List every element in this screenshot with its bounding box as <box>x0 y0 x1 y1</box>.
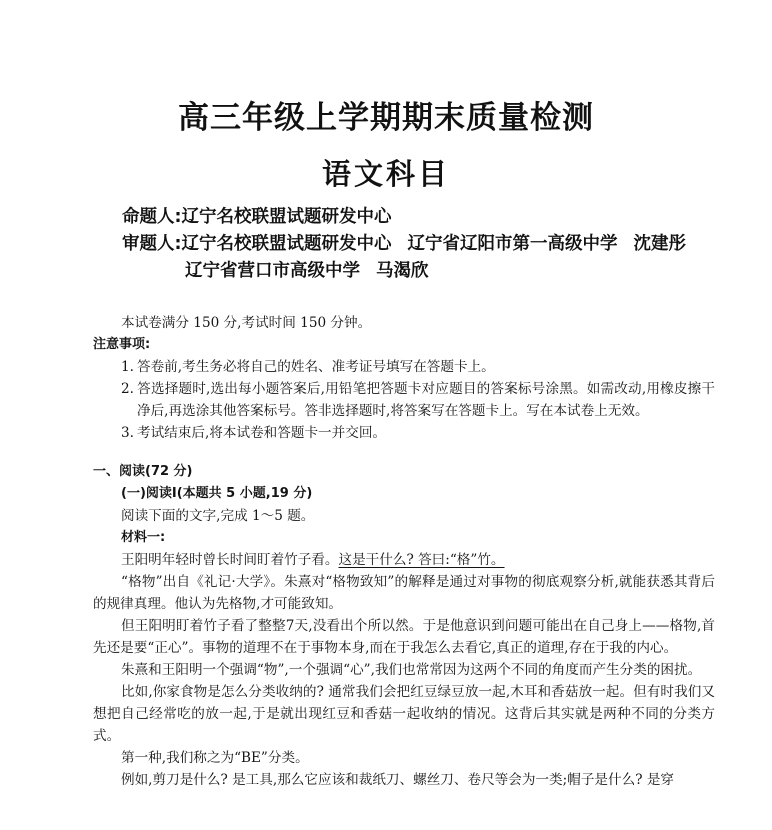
exam-body <box>93 312 715 791</box>
reviewer-name: 辽宁省营口市高级中学 <box>185 261 360 281</box>
author-name: 辽宁名校联盟试题研发中心 <box>181 207 392 227</box>
subject-title: 语文科目 <box>321 157 450 191</box>
author-label: 命题人: <box>122 207 182 227</box>
passage-paragraph: 例如,剪刀是什么? 是工具,那么它应该和裁纸刀、螺丝刀、卷尺等会为一类;帽子是什么? 是穿 <box>121 772 674 788</box>
section-heading: 一、阅读(72 分) <box>93 464 193 479</box>
credits-block <box>122 204 686 285</box>
reviewer-row <box>122 231 686 258</box>
note-text: 考试结束后,将本试卷和答题卡一并交回。 <box>137 425 387 441</box>
passage-text: 王阳明年轻时曾长时间盯着竹子看。 <box>121 552 339 568</box>
note-number: 1. <box>121 359 134 375</box>
note-item <box>93 356 715 378</box>
note-item <box>93 378 715 422</box>
passage-paragraph: “格物”出自《礼记·大学》。朱熹对“格物致知”的解释是通过对事物的彻底观察分析,就能获悉其背后的规律真理。他认为先格物,才可能致知。 <box>93 574 715 612</box>
subsection-heading: (一)阅读Ⅰ(本题共 5 小题,19 分) <box>121 486 313 501</box>
reviewer-name: 辽宁省辽阳市第一高级中学 <box>407 234 618 254</box>
reviewer-row-continued <box>122 258 686 285</box>
note-number: 2. <box>121 381 134 397</box>
material-label: 材料一: <box>121 530 166 545</box>
underlined-sentence: 这是干什么? 答曰:“格”竹。 <box>338 552 505 568</box>
passage-paragraph <box>93 549 715 571</box>
note-item <box>93 422 715 444</box>
exam-title: 高三年级上学期期末质量检测 <box>178 100 594 136</box>
passage-paragraph: 但王阳明盯着竹子看了整整7天,没看出个所以然。于是他意识到问题可能出在自己身上——格物,首先还是要“正心”。事物的道理不在于事物本身,而在于我怎么去看它,真正的道理,存在于我的内心。 <box>93 618 715 656</box>
reviewer-name: 马渴欣 <box>376 261 429 281</box>
reviewer-label: 审题人: <box>122 234 182 254</box>
passage-paragraph: 朱熹和王阳明一个强调“物”,一个强调“心”,我们也常常因为这两个不同的角度而产生分类的困扰。 <box>121 662 702 678</box>
reviewer-name: 沈建彤 <box>633 234 686 254</box>
note-text: 答卷前,考生务必将自己的姓名、准考证号填写在答题卡上。 <box>137 359 495 375</box>
passage-paragraph: 比如,你家食物是怎么分类收纳的? 通常我们会把红豆绿豆放一起,木耳和香菇放一起。但有时我们又想把自己经常吃的放一起,于是就出现红豆和香菇一起收纳的情况。这背后其实就是两种不同的分类方式。 <box>93 684 715 744</box>
passage-paragraph: 第一种,我们称之为“BE”分类。 <box>121 750 309 766</box>
notes-heading: 注意事项: <box>93 337 151 352</box>
reading-instruction: 阅读下面的文字,完成 1～5 题。 <box>121 508 315 524</box>
exam-intro: 本试卷满分 150 分,考试时间 150 分钟。 <box>121 315 372 331</box>
note-number: 3. <box>121 425 134 441</box>
note-text: 答选择题时,选出每小题答案后,用铅笔把答题卡对应题目的答案标号涂黑。如需改动,用橡皮擦干净后,再选涂其他答案标号。答非选择题时,将答案写在答题卡上。写在本试卷上无效。 <box>137 381 715 419</box>
reviewer-name: 辽宁名校联盟试题研发中心 <box>181 234 392 254</box>
author-row <box>122 204 686 231</box>
